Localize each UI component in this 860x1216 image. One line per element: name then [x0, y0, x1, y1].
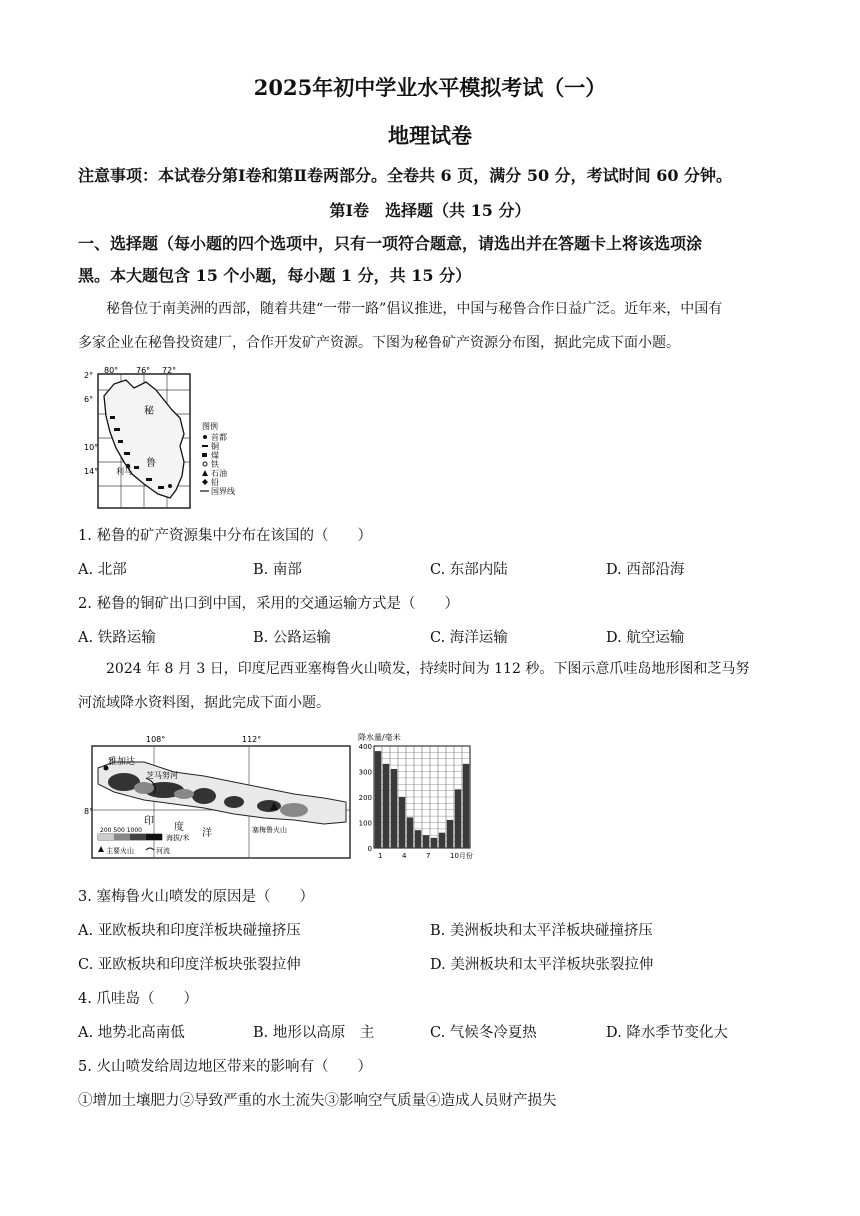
precip-bar-month-11 [455, 789, 461, 848]
q4-option-d[interactable]: D. 降水季节变化大 [606, 1025, 728, 1041]
precipitation-chart [356, 732, 476, 860]
passage-java-line1: 2024 年 8 月 3 日，印度尼西亚塞梅鲁火山喷发，持续时间为 112 秒。下图示意爪哇岛地形图和芝马努 [106, 661, 750, 677]
precip-bar-month-3 [391, 769, 397, 848]
passage-peru-line2: 多家企业在秘鲁投资建厂，合作开发矿产资源。下图为秘鲁矿产资源分布图，据此完成下面小题。 [78, 335, 680, 351]
cimanuk-river-label: 芝马努河 [146, 771, 178, 780]
chart-ytick-label: 200 [358, 794, 372, 802]
question-5-stem: 5. 火山喷发给周边地区带来的影响有（ ） [78, 1059, 372, 1075]
q1-option-c[interactable]: C. 东部内陆 [430, 562, 508, 578]
q2-option-b[interactable]: B. 公路运输 [253, 630, 331, 646]
peru-mineral-map [84, 366, 254, 514]
chart-xtick-label: 7 [426, 852, 431, 860]
peru-lon-label-80: 80° [104, 366, 119, 375]
q3-option-c[interactable]: C. 亚欧板块和印度洋板块张裂拉伸 [78, 957, 301, 973]
semeru-volcano-label: 塞梅鲁火山 [252, 826, 287, 834]
legend-label-border: 国界线 [211, 487, 235, 496]
question-4-stem: 4. 爪哇岛（ ） [78, 991, 198, 1007]
legend-label-copper: 铜 [211, 442, 219, 451]
peru-lon-label-76: 76° [136, 366, 151, 375]
precip-bar-month-12 [463, 764, 469, 848]
question-2-stem: 2. 秘鲁的铜矿出口到中国，采用的交通运输方式是（ ） [78, 596, 459, 612]
precip-bar-month-7 [423, 835, 429, 848]
legend-label-iron: 铁 [211, 460, 219, 469]
precip-bar-month-5 [407, 817, 413, 848]
question-3-stem: 3. 塞梅鲁火山喷发的原因是（ ） [78, 889, 314, 905]
q1-option-b[interactable]: B. 南部 [253, 562, 302, 578]
chart-xtick-label: 1 [378, 852, 383, 860]
jakarta-label: 雅加达 [108, 757, 136, 767]
q3-option-d[interactable]: D. 美洲板块和太平洋板块张裂拉伸 [430, 957, 654, 973]
legend-label-capital: 首都 [211, 433, 227, 442]
question-1-stem: 1. 秘鲁的矿产资源集中分布在该国的（ ） [78, 528, 372, 544]
coal-square-icon [202, 453, 207, 457]
q4-option-b[interactable]: B. 地形以高原 主 [253, 1025, 375, 1041]
chart-ytick-label: 400 [358, 743, 372, 751]
java-lat-label-8: 8° [84, 807, 94, 816]
chart-xticks [378, 851, 473, 860]
q1-option-d[interactable]: D. 西部沿海 [606, 562, 685, 578]
peru-lat-label-10: 10° [84, 443, 99, 452]
chart-xtick-label: 4 [402, 852, 407, 860]
precip-bar-month-10 [447, 820, 453, 848]
q1-option-a[interactable]: A. 北部 [78, 562, 127, 578]
indian-ocean-label-2: 度 [174, 822, 184, 833]
indian-ocean-label-1: 印 [144, 816, 154, 827]
peru-map-legend [200, 421, 235, 496]
q5-statements: ①增加土壤肥力②导致严重的水土流失③影响空气质量④造成人员财产损失 [78, 1093, 557, 1109]
exam-notice: 注意事项：本试卷分第Ⅰ卷和第Ⅱ卷两部分。全卷共 6 页，满分 50 分，考试时间 60 分钟。 [78, 166, 733, 185]
precip-bar-month-8 [431, 838, 437, 848]
chart-xtick-label: 10月份 [450, 852, 473, 860]
peru-lat-label-14: 14° [84, 467, 99, 476]
section-instructions [78, 228, 778, 292]
legend-label-coal: 煤 [211, 451, 219, 460]
subject-title: 地理试卷 [388, 123, 472, 148]
q2-option-a[interactable]: A. 铁路运输 [78, 630, 156, 646]
indian-ocean-label-3: 洋 [202, 828, 212, 839]
q2-option-c[interactable]: C. 海洋运输 [430, 630, 508, 646]
q3-option-a[interactable]: A. 亚欧板块和印度洋板块碰撞挤压 [78, 923, 301, 939]
legend-river-label: 河流 [156, 847, 170, 855]
capital-dot-icon [203, 435, 207, 439]
oil-triangle-icon [202, 470, 208, 476]
chart-ytick-label: 100 [358, 819, 372, 828]
chart-ytick-label: 0 [367, 845, 372, 853]
passage-java-line2: 河流域降水资料图，据此完成下面小题。 [78, 695, 330, 711]
chart-ytick-label: 300 [358, 768, 372, 777]
precip-bar-month-6 [415, 830, 421, 848]
passage-peru [78, 292, 778, 360]
elevation-legend-values: 200 500 1000 [100, 827, 142, 834]
section-instructions-line1: 一、选择题（每小题的四个选项中，只有一项符合题意，请选出并在答题卡上将该选项涂 [78, 234, 703, 253]
copper-dash-icon [202, 445, 208, 447]
peru-country-label-1: 秘 [144, 406, 154, 417]
peru-country-label-2: 鲁 [146, 458, 156, 469]
exam-title: 2025年初中学业水平模拟考试（一） [253, 75, 607, 100]
java-terrain-map [84, 732, 354, 862]
peru-lat-label-6: 6° [84, 395, 94, 404]
lead-diamond-icon [202, 479, 208, 485]
precip-bar-month-1 [375, 751, 381, 848]
lima-label: 利马 [116, 467, 132, 476]
precip-bar-month-4 [399, 797, 405, 848]
iron-dot-icon [203, 462, 207, 466]
legend-label-lead: 铅 [211, 478, 219, 487]
legend-label-oil: 石油 [211, 469, 227, 478]
peru-lon-label-72: 72° [162, 366, 177, 375]
chart-ylabel: 降水量/毫米 [358, 733, 401, 742]
q2-option-d[interactable]: D. 航空运输 [606, 630, 685, 646]
part-title: 第Ⅰ卷 选择题（共 15 分） [329, 201, 531, 220]
precip-bar-month-2 [383, 764, 389, 848]
precip-bar-month-9 [439, 833, 445, 848]
q3-option-b[interactable]: B. 美洲板块和太平洋板块碰撞挤压 [430, 923, 653, 939]
java-lon-label-112: 112° [242, 735, 262, 744]
java-lon-label-108: 108° [146, 735, 166, 744]
chart-yticks [359, 743, 372, 853]
section-instructions-line2: 黑。本大题包含 15 个小题，每小题 1 分，共 15 分） [78, 266, 472, 285]
peru-lat-label-2: 2° [84, 371, 94, 380]
legend-volcano-label: 主要火山 [106, 847, 134, 855]
passage-java [78, 652, 778, 720]
q4-option-c[interactable]: C. 气候冬冷夏热 [430, 1025, 537, 1041]
q4-option-a[interactable]: A. 地势北高南低 [78, 1025, 185, 1041]
elevation-legend-unit: 海拔/米 [166, 834, 190, 842]
legend-title: 图例 [202, 422, 218, 431]
passage-peru-line1: 秘鲁位于南美洲的西部，随着共建“一带一路”倡议推进，中国与秘鲁合作日益广泛。近年来，中国有 [106, 301, 723, 317]
